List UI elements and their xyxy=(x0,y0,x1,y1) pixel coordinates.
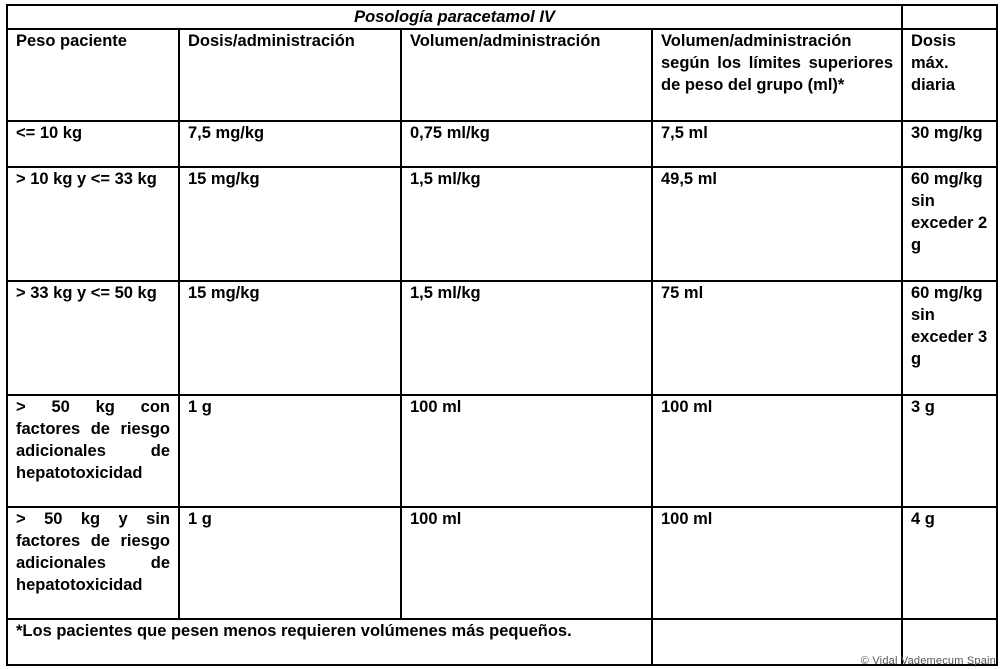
cell-dose: 15 mg/kg xyxy=(179,167,401,281)
table-title: Posología paracetamol IV xyxy=(7,5,902,29)
cell-volume-upper: 100 ml xyxy=(652,507,902,619)
empty-cell xyxy=(902,5,997,29)
table-row xyxy=(7,395,997,507)
cell-weight: <= 10 kg xyxy=(7,121,179,167)
cell-volume-upper: 75 ml xyxy=(652,281,902,395)
posology-table xyxy=(6,4,998,666)
table-row xyxy=(7,121,997,167)
header-row xyxy=(7,29,997,121)
header-volume-upper-limit: Volumen/administración según los límites superiores de peso del grupo (ml)* xyxy=(652,29,902,121)
table-row xyxy=(7,507,997,619)
cell-weight: > 33 kg y <= 50 kg xyxy=(7,281,179,395)
table-row xyxy=(7,281,997,395)
header-weight: Peso paciente xyxy=(7,29,179,121)
cell-max-daily: 60 mg/kg sin exceder 3 g xyxy=(902,281,997,395)
cell-max-daily: 30 mg/kg xyxy=(902,121,997,167)
cell-weight: > 50 kg con factores de riesgo adicionales de hepatotoxicidad xyxy=(7,395,179,507)
cell-volume: 100 ml xyxy=(401,395,652,507)
cell-max-daily: 3 g xyxy=(902,395,997,507)
table-row xyxy=(7,167,997,281)
header-volume: Volumen/administración xyxy=(401,29,652,121)
cell-volume: 100 ml xyxy=(401,507,652,619)
header-dose: Dosis/administración xyxy=(179,29,401,121)
cell-volume: 1,5 ml/kg xyxy=(401,167,652,281)
cell-weight: > 50 kg y sin factores de riesgo adicionales de hepatotoxicidad xyxy=(7,507,179,619)
footnote-row xyxy=(7,619,997,665)
table-footnote: *Los pacientes que pesen menos requieren volúmenes más pequeños. xyxy=(7,619,652,665)
copyright-watermark: © Vidal Vademecum Spain xyxy=(860,655,996,667)
cell-max-daily: 60 mg/kg sin exceder 2 g xyxy=(902,167,997,281)
cell-volume: 0,75 ml/kg xyxy=(401,121,652,167)
cell-volume-upper: 7,5 ml xyxy=(652,121,902,167)
cell-dose: 1 g xyxy=(179,395,401,507)
cell-dose: 7,5 mg/kg xyxy=(179,121,401,167)
cell-weight: > 10 kg y <= 33 kg xyxy=(7,167,179,281)
title-row xyxy=(7,5,997,29)
cell-volume: 1,5 ml/kg xyxy=(401,281,652,395)
cell-max-daily: 4 g xyxy=(902,507,997,619)
cell-dose: 15 mg/kg xyxy=(179,281,401,395)
cell-volume-upper: 49,5 ml xyxy=(652,167,902,281)
header-max-daily-dose: Dosis máx. diaria xyxy=(902,29,997,121)
cell-dose: 1 g xyxy=(179,507,401,619)
cell-volume-upper: 100 ml xyxy=(652,395,902,507)
